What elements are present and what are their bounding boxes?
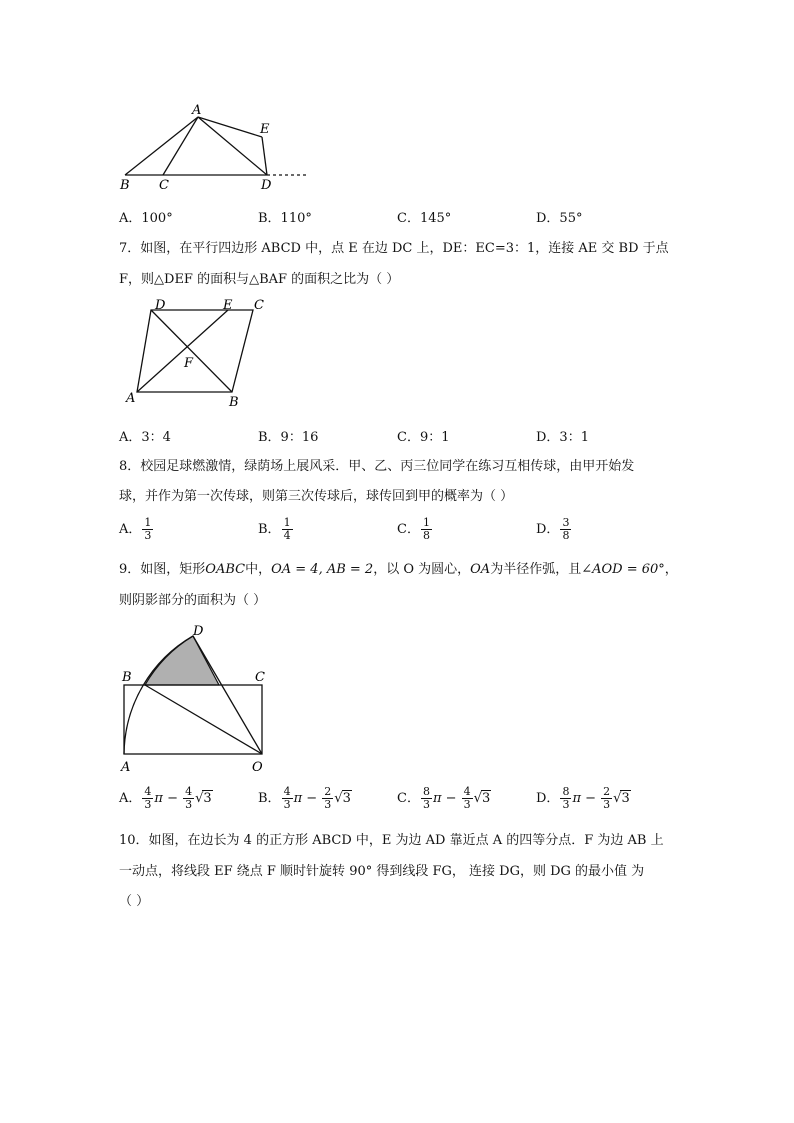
q9-label-c: C bbox=[255, 670, 265, 685]
q8-option-a-fraction: $\frac{1}{3}$ bbox=[144, 516, 152, 542]
q7-label-b: B bbox=[229, 395, 239, 410]
q7-option-b[interactable]: B．9：16 bbox=[258, 430, 319, 445]
q8-option-c[interactable] bbox=[397, 517, 433, 542]
q8-text-line-2: 球，并作为第一次传球，则第三次传球后，球传回到甲的概率为（ ） bbox=[119, 489, 514, 504]
q9-label-a: A bbox=[121, 760, 131, 775]
q10-text-line-1: 10．如图，在边长为 4 的正方形 ABCD 中，E 为边 AD 靠近点 A 的四等分点．F 为边 AB 上 bbox=[119, 833, 664, 848]
q6-label-a: A bbox=[192, 103, 202, 118]
q7-label-d: D bbox=[155, 298, 166, 313]
q9-text-line-2: 则阴影部分的面积为（ ） bbox=[119, 593, 267, 608]
q8-option-d-fraction: $\frac{3}{8}$ bbox=[562, 516, 570, 542]
q6-option-a[interactable]: A．100° bbox=[119, 211, 173, 226]
q9-label-b: B bbox=[122, 670, 132, 685]
q9-text-line-1: 9．如图，矩形OABC中，OA = 4, AB = 2，以 O 为圆心，OA为半径作弧，且∠AOD = 60°， bbox=[119, 562, 678, 577]
q8-option-b-fraction: $\frac{1}{4}$ bbox=[283, 516, 291, 542]
q8-option-d-prefix: D． bbox=[536, 522, 560, 537]
q7-label-e: E bbox=[223, 298, 233, 313]
q8-option-b-prefix: B． bbox=[258, 522, 281, 537]
q6-option-c[interactable]: C．145° bbox=[397, 211, 452, 226]
q7-label-c: C bbox=[254, 298, 264, 313]
q7-option-d[interactable]: D．3：1 bbox=[536, 430, 589, 445]
q6-label-b: B bbox=[120, 178, 130, 193]
q7-figure bbox=[118, 295, 278, 410]
q7-text-line-2: F，则△DEF 的面积与△BAF 的面积之比为（ ） bbox=[119, 272, 400, 287]
q8-option-b[interactable] bbox=[258, 517, 294, 542]
q8-option-a-prefix: A． bbox=[119, 522, 142, 537]
q8-option-d[interactable] bbox=[536, 517, 572, 542]
q6-option-d[interactable]: D．55° bbox=[536, 211, 583, 226]
q9-label-d: D bbox=[193, 624, 204, 639]
q9-option-d[interactable]: D． $\frac{8}{3}$ π − $\frac{2}{3}$ √3 bbox=[536, 785, 630, 811]
q7-label-a: A bbox=[126, 391, 136, 406]
q6-figure bbox=[110, 100, 320, 195]
q6-label-e: E bbox=[260, 122, 270, 137]
q9-option-c[interactable]: C． $\frac{8}{3}$ π − $\frac{4}{3}$ √3 bbox=[397, 785, 491, 811]
q8-option-c-prefix: C． bbox=[397, 522, 420, 537]
q9-label-o: O bbox=[252, 760, 263, 775]
q6-label-d: D bbox=[261, 178, 272, 193]
q8-option-a[interactable] bbox=[119, 517, 154, 542]
q7-text-line-1: 7．如图，在平行四边形 ABCD 中，点 E 在边 DC 上，DE：EC=3：1，连接 AE 交 BD 于点 bbox=[119, 241, 669, 256]
q9-option-a[interactable]: A． $\frac{4}{3}$ π − $\frac{4}{3}$ √3 bbox=[119, 785, 212, 811]
q10-text-line-3: （ ） bbox=[119, 894, 150, 909]
q6-label-c: C bbox=[159, 178, 169, 193]
q7-option-a[interactable]: A．3：4 bbox=[119, 430, 171, 445]
q10-text-line-2: 一动点，将线段 EF 绕点 F 顺时针旋转 90° 得到线段 FG， 连接 DG，则 DG 的最小值 为 bbox=[119, 864, 645, 879]
q8-text-line-1: 8．校园足球燃激情，绿荫场上展风采．甲、乙、丙三位同学在练习互相传球，由甲开始发 bbox=[119, 459, 635, 474]
q7-option-c[interactable]: C．9：1 bbox=[397, 430, 450, 445]
q6-option-b[interactable]: B．110° bbox=[258, 211, 312, 226]
q9-option-b[interactable]: B． $\frac{4}{3}$ π − $\frac{2}{3}$ √3 bbox=[258, 785, 351, 811]
q7-label-f: F bbox=[184, 356, 194, 371]
q9-figure bbox=[112, 618, 282, 778]
q8-option-c-fraction: $\frac{1}{8}$ bbox=[422, 516, 430, 542]
